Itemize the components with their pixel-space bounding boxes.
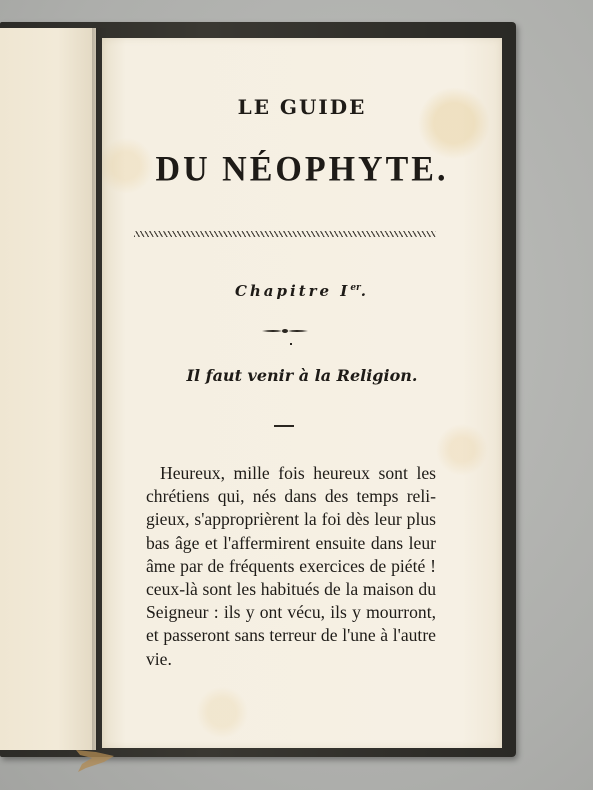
chapter-heading-sup: er [350,283,361,293]
facing-page [0,28,96,750]
body-line: âme par de fréquents exercices de piété ! [146,555,436,576]
body-line: Seigneur : ils y ont vécu, ils y mourront, [146,602,436,623]
body-line: Heureux, mille fois heureux sont les [160,463,436,483]
chapter-title: Il faut venir à la Religion. [186,366,418,385]
body-line: chrétiens qui, nés dans des temps reli- [146,486,436,507]
chapter-heading [102,282,502,300]
body-line: ceux-là sont les habitués de la maison du [146,579,436,600]
wavy-rule [134,231,436,237]
body-line: bas âge et l'affermirent ensuite dans leur [146,532,436,553]
ornament-divider [262,328,308,334]
chapter-heading-period: . [360,282,370,300]
body-line: vie. [146,648,172,669]
body-paragraph [146,462,436,671]
body-line: gieux, s'approprièrent la foi dès leur plus [146,509,436,530]
title-line-2: DU NÉOPHYTE. [155,150,449,189]
title-line-1: LE GUIDE [237,95,367,119]
ornament-dot [290,343,292,345]
chapter-heading-text: Chapitre I [234,282,351,300]
body-line: et passeront sans terreur de l'une à l'autre [146,625,436,646]
book-page [102,38,502,748]
short-rule [274,425,294,427]
paper-tear [74,746,124,774]
